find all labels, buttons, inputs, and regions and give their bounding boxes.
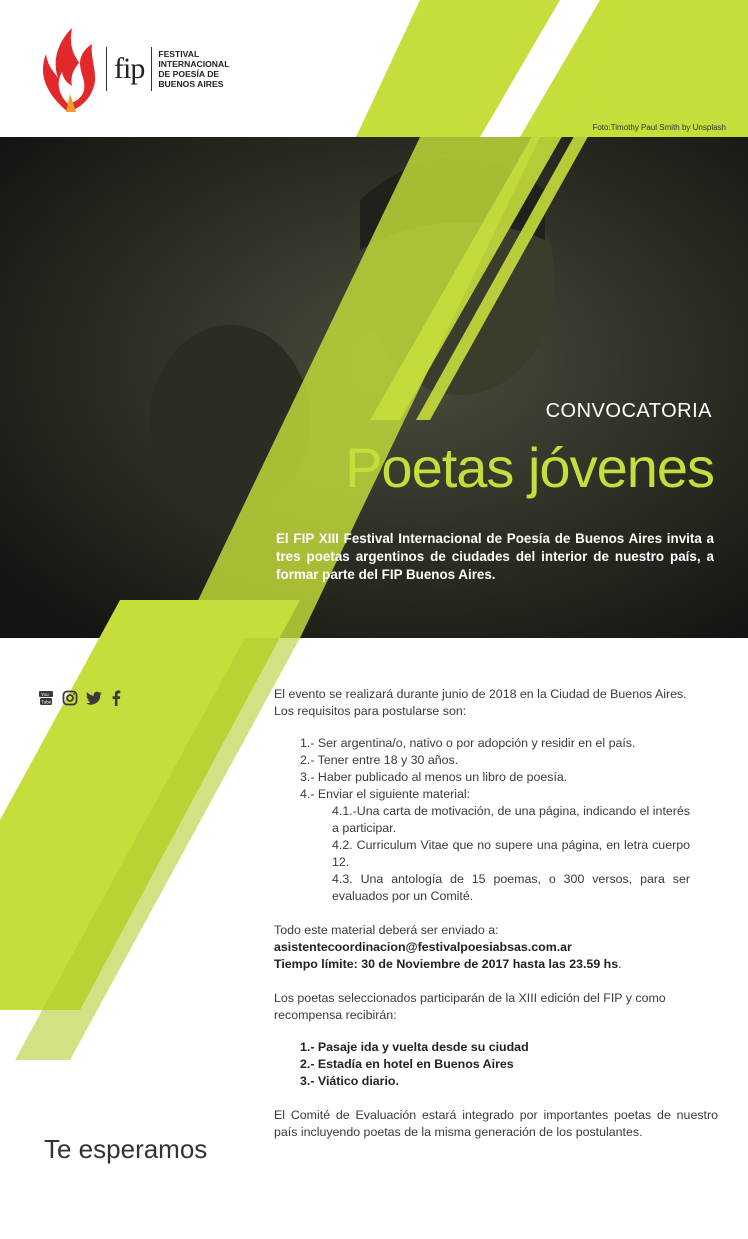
logo-line: BUENOS AIRES [158, 79, 224, 89]
page-title: Poetas jóvenes [345, 436, 714, 499]
deadline-period: . [618, 957, 622, 971]
material-list [300, 803, 718, 905]
list-item: 3.- Haber publicado al menos un libro de poesía. [300, 770, 568, 784]
logo-line: DE POESÍA DE [158, 69, 220, 79]
event-info: El evento se realizará durante junio de 2018 en la Ciudad de Buenos Aires. [274, 687, 687, 701]
photo-credit: Foto:Timothy Paul Smith by Unsplash [592, 123, 726, 132]
list-item: 4.3. Una antología de 15 poemas, o 300 versos, para ser evaluados por un Comité. [332, 872, 690, 903]
contact-email[interactable]: asistentecoordinacion@festivalpoesiabsas.com.ar [274, 940, 572, 954]
committee-info: El Comité de Evaluación estará integrado por importantes poetas de nuestro país incluyendo poetas de la misma generación de los postulantes. [274, 1108, 718, 1139]
kicker-convocatoria: CONVOCATORIA [545, 400, 712, 422]
list-item: 3.- Viático diario. [300, 1074, 399, 1088]
rewards-list [274, 1039, 718, 1090]
logo-wordmark [158, 49, 229, 89]
logo-fip-mark: fip [106, 47, 152, 91]
deadline: Tiempo límite: 30 de Noviembre de 2017 hasta las 23.59 hs [274, 957, 619, 971]
logo-line: INTERNACIONAL [158, 59, 230, 69]
list-item: 2.- Tener entre 18 y 30 años. [300, 753, 459, 767]
requirements-list [274, 735, 718, 905]
instagram-icon[interactable] [62, 690, 78, 706]
requirements-intro: Los requisitos para postularse son: [274, 704, 467, 718]
twitter-icon[interactable] [86, 690, 103, 706]
svg-text:You: You [41, 692, 49, 697]
intro-paragraph: El FIP XIII Festival Internacional de Poesía de Buenos Aires invita a tres poetas argentinos de ciudades del interior de nuestro país, a formar parte del FIP Buenos Aires. [276, 531, 714, 582]
festival-logo [36, 24, 229, 114]
list-item: 2.- Estadía en hotel en Buenos Aires [300, 1057, 514, 1071]
svg-text:Tube: Tube [41, 699, 52, 705]
youtube-icon[interactable] [38, 690, 54, 706]
list-item: 1.- Pasaje ida y vuelta desde su ciudad [300, 1040, 529, 1054]
facebook-icon[interactable] [111, 690, 121, 706]
list-item: 4.1.-Una carta de motivación, de una página, indicando el interés a participar. [332, 804, 690, 835]
closing-text: Te esperamos [44, 1134, 208, 1164]
list-item: 1.- Ser argentina/o, nativo o por adopción y residir en el país. [300, 736, 636, 750]
list-item: 4.- Enviar el siguiente material: [300, 787, 471, 801]
social-links [38, 690, 121, 706]
flame-logo-icon [36, 24, 100, 114]
call-details [274, 686, 718, 1141]
logo-line: FESTIVAL [158, 49, 200, 59]
send-instructions: Todo este material deberá ser enviado a: [274, 923, 499, 937]
list-item: 4.2. Curriculum Vitae que no supere una página, en letra cuerpo 12. [332, 838, 690, 869]
rewards-intro: Los poetas seleccionados participarán de la XIII edición del FIP y como recompensa recibirán: [274, 991, 666, 1022]
